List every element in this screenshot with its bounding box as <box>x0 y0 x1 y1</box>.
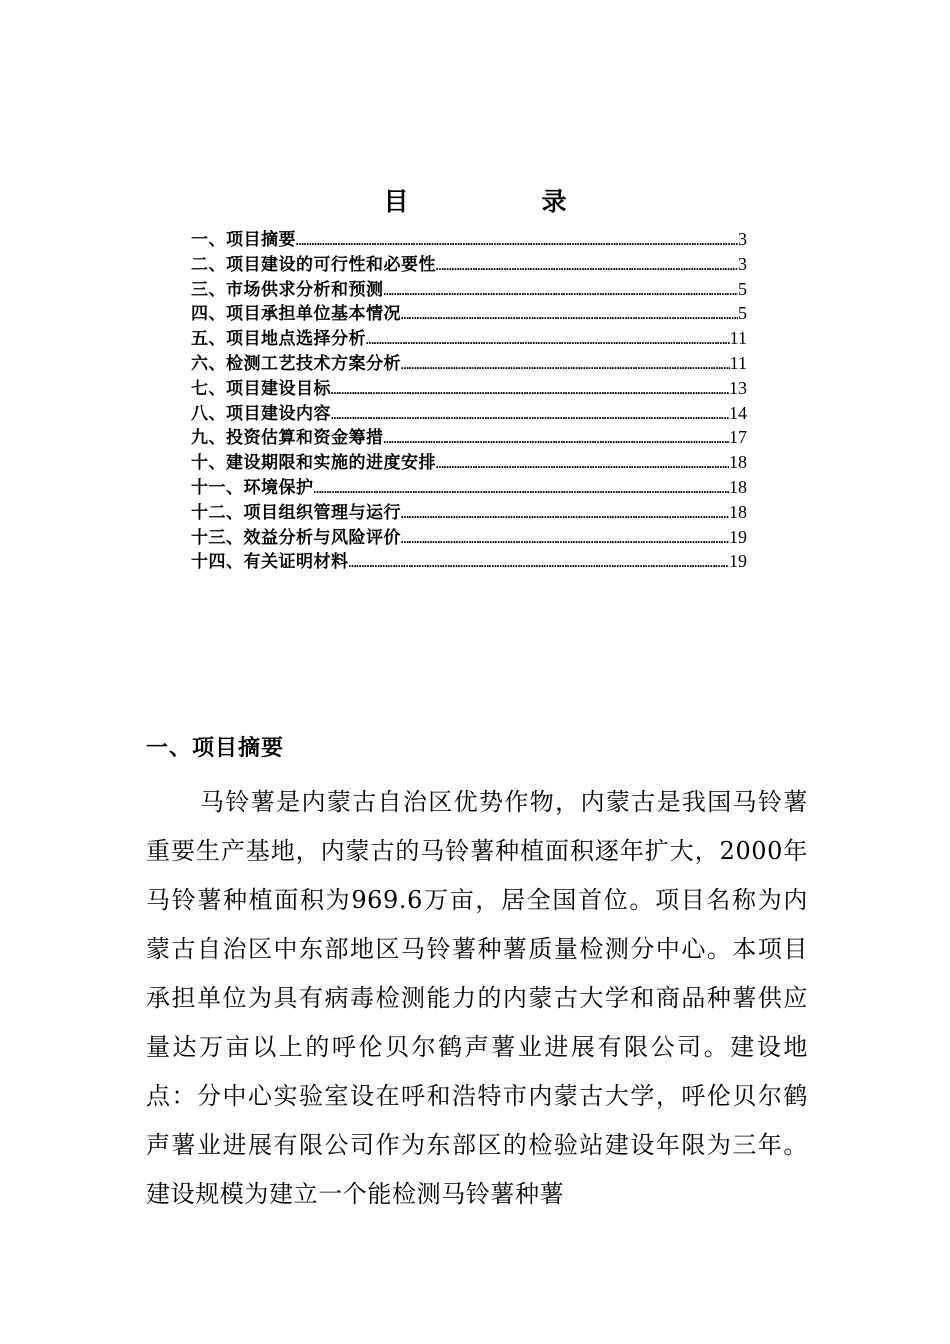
toc-entry[interactable] <box>191 525 747 550</box>
toc-entry-label: 八、项目建设内容 <box>191 403 331 424</box>
toc-dot-leader <box>331 404 729 429</box>
toc-entry[interactable] <box>191 475 747 500</box>
toc-entry-label: 十二、项目组织管理与运行 <box>191 502 401 523</box>
table-of-contents <box>191 227 747 574</box>
toc-entry-page-number: 5 <box>738 278 747 299</box>
toc-dot-leader <box>436 453 729 478</box>
toc-dot-leader <box>384 428 730 453</box>
toc-entry-label: 六、检测工艺技术方案分析 <box>191 353 401 374</box>
toc-entry[interactable] <box>191 252 747 277</box>
section-heading: 一、项目摘要 <box>146 736 285 761</box>
toc-entry-page-number: 18 <box>729 476 747 497</box>
toc-entry-label: 四、项目承担单位基本情况 <box>191 304 401 325</box>
section-paragraph: 马铃薯是内蒙古自治区优势作物，内蒙古是我国马铃薯重要生产基地，内蒙古的马铃薯种植面积逐年扩大，2000年马铃薯种植面积为969.6万亩，居全国首位。项目名称为内蒙古自治区中东部地区马铃薯种薯质量检测分中心。本项目承担单位为具有病毒检测能力的内蒙古大学和商品种薯供应量达万亩以上的呼伦贝尔鹤声薯业进展有限公司。建设地点：分中心实验室设在呼和浩特市内蒙古大学，呼伦贝尔鹤声薯业进展有限公司作为东部区的检验站建设年限为三年。建设规模为建立一个能检测马铃薯种薯 <box>146 788 808 1208</box>
toc-entry[interactable] <box>191 425 747 450</box>
toc-entry[interactable] <box>191 351 747 376</box>
toc-dot-leader <box>401 528 729 553</box>
toc-entry-page-number: 19 <box>729 526 747 547</box>
toc-dot-leader <box>296 230 738 255</box>
toc-entry-page-number: 14 <box>729 402 747 423</box>
toc-dot-leader <box>436 255 738 280</box>
toc-entry-page-number: 3 <box>738 229 747 249</box>
toc-entry[interactable] <box>191 227 747 252</box>
toc-entry-label: 一、项目摘要 <box>191 230 296 250</box>
toc-entry-page-number: 11 <box>729 328 747 349</box>
toc-entry[interactable] <box>191 376 747 401</box>
toc-entry-label: 五、项目地点选择分析 <box>191 329 366 350</box>
toc-entry-label: 九、投资估算和资金筹措 <box>191 428 384 449</box>
toc-dot-leader <box>331 379 729 404</box>
toc-entry-page-number: 11 <box>729 352 747 373</box>
toc-dot-leader <box>401 354 730 379</box>
toc-dot-leader <box>401 503 729 528</box>
toc-entry-page-number: 13 <box>729 377 747 398</box>
toc-entry-page-number: 18 <box>729 452 747 473</box>
toc-entry-page-number: 18 <box>729 501 747 522</box>
toc-entry[interactable] <box>191 500 747 525</box>
toc-entry-label: 十一、环境保护 <box>191 477 314 498</box>
toc-entry-page-number: 19 <box>729 551 747 572</box>
toc-entry[interactable] <box>191 277 747 302</box>
toc-entry-label: 十、建设期限和实施的进度安排 <box>191 453 436 474</box>
toc-entry-page-number: 3 <box>738 253 747 274</box>
toc-entry[interactable] <box>191 401 747 426</box>
toc-dot-leader <box>349 552 730 577</box>
toc-entry-label: 三、市场供求分析和预测 <box>191 279 384 300</box>
toc-entry[interactable] <box>191 301 747 326</box>
toc-entry-label: 二、项目建设的可行性和必要性 <box>191 254 436 275</box>
toc-entry-label: 十四、有关证明材料 <box>191 552 349 573</box>
toc-entry-label: 十三、效益分析与风险评价 <box>191 527 401 548</box>
toc-entry[interactable] <box>191 326 747 351</box>
toc-entry[interactable] <box>191 549 747 574</box>
toc-dot-leader <box>401 304 738 329</box>
toc-entry-page-number: 5 <box>738 303 747 324</box>
toc-dot-leader <box>384 280 739 305</box>
toc-title: 目 录 <box>383 187 621 216</box>
toc-entry-label: 七、项目建设目标 <box>191 378 331 399</box>
toc-entry[interactable] <box>191 450 747 475</box>
toc-entry-page-number: 17 <box>729 427 747 448</box>
toc-dot-leader <box>314 478 730 503</box>
toc-dot-leader <box>366 329 730 354</box>
